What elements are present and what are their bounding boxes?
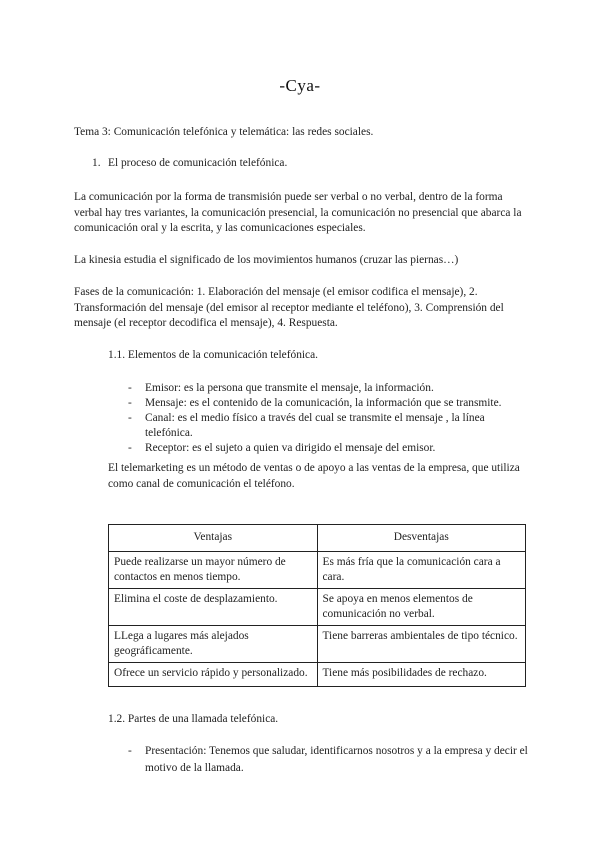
table-row [109, 552, 526, 589]
element-emisor: Emisor: es la persona que transmite el mensaje, la información. [145, 382, 434, 394]
section-1-1-title: 1.1. Elementos de la comunicación telefónica. [108, 349, 319, 361]
table-cell: Elimina el coste de desplazamiento. [109, 589, 318, 626]
table-row [109, 663, 526, 687]
table-cell: Tiene barreras ambientales de tipo técnico. [317, 626, 526, 663]
paragraph-telemarketing: El telemarketing es un método de ventas o de apoyo a las ventas de la empresa, que utiliza como canal de comunicación el teléfono. [108, 462, 520, 490]
pros-cons-table [108, 524, 526, 687]
list-item [128, 396, 528, 411]
section-1-2-title: 1.2. Partes de una llamada telefónica. [108, 713, 279, 725]
paragraph-communication-forms: La comunicación por la forma de transmisión puede ser verbal o no verbal, dentro de la forma verbal hay tres variantes, la comunicación presencial, la comunicación no presencial que abarca la comunicación oral y la escrita, y las comunicaciones especiales. [74, 191, 522, 234]
element-receptor: Receptor: es el sujeto a quien va dirigido el mensaje del emisor. [145, 442, 436, 454]
list-item [128, 441, 528, 456]
bullet-dash: - [128, 412, 132, 424]
section-1-title: El proceso de comunicación telefónica. [108, 157, 288, 169]
table-cell: Tiene más posibilidades de rechazo. [317, 663, 526, 687]
element-mensaje: Mensaje: es el contenido de la comunicación, la información que se transmite. [145, 397, 502, 409]
bullet-dash: - [128, 745, 132, 757]
bullet-dash: - [128, 397, 132, 409]
paragraph-phases: Fases de la comunicación: 1. Elaboración del mensaje (el emisor codifica el mensaje), 2. Transformación del mensaje (del emisor al receptor mediante el teléfono), 3. Comprensión del mensaje (el receptor decodifica el mensaje), 4. Respuesta. [74, 286, 504, 329]
call-parts-list [128, 743, 528, 777]
table-row [109, 626, 526, 663]
header-desventajas: Desventajas [317, 525, 526, 552]
table-row [109, 589, 526, 626]
list-item [128, 381, 528, 396]
list-item [128, 743, 528, 777]
section-1-number: 1. [92, 157, 101, 169]
topic-heading: Tema 3: Comunicación telefónica y telemática: las redes sociales. [74, 126, 374, 138]
list-item [128, 411, 528, 441]
paragraph-kinesia: La kinesia estudia el significado de los movimientos humanos (cruzar las piernas…) [74, 254, 459, 266]
header-ventajas: Ventajas [109, 525, 318, 552]
table-cell: LLega a lugares más alejados geográficamente. [109, 626, 318, 663]
table-cell: Se apoya en menos elementos de comunicación no verbal. [317, 589, 526, 626]
table-cell: Puede realizarse un mayor número de contactos en menos tiempo. [109, 552, 318, 589]
table-cell: Es más fría que la comunicación cara a cara. [317, 552, 526, 589]
part-presentacion: Presentación: Tenemos que saludar, identificarnos nosotros y a la empresa y decir el motivo de la llamada. [145, 745, 528, 774]
bullet-dash: - [128, 442, 132, 454]
page-title: -Cya- [279, 76, 321, 95]
element-canal: Canal: es el medio físico a través del cual se transmite el mensaje , la línea telefónica. [145, 412, 485, 439]
table-header-row [109, 525, 526, 552]
table-cell: Ofrece un servicio rápido y personalizado. [109, 663, 318, 687]
bullet-dash: - [128, 382, 132, 394]
elements-list [128, 381, 528, 456]
